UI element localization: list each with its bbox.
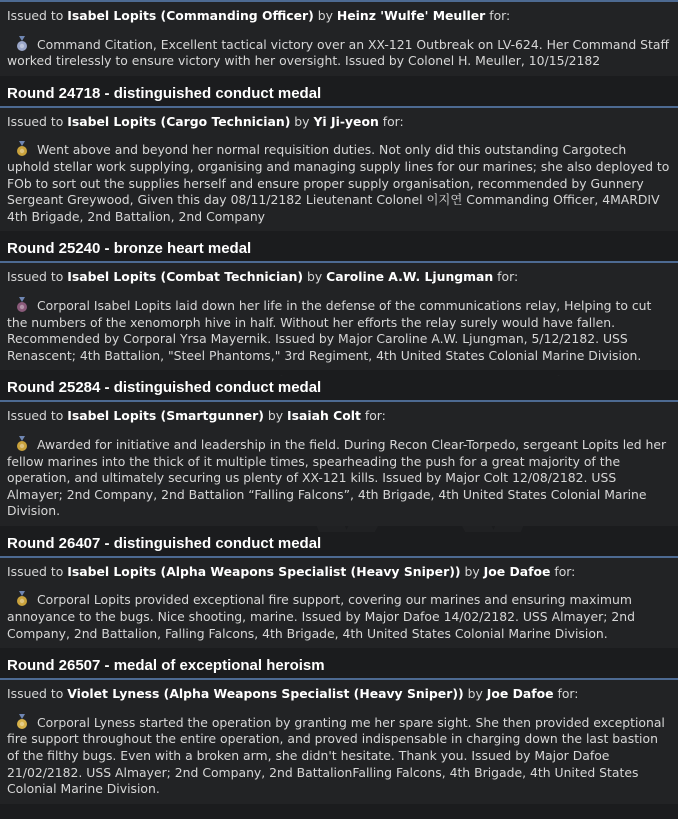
- issued-line: [7, 8, 671, 25]
- round-title: Round 26407 - distinguished conduct medal: [0, 532, 678, 556]
- citation-text: [7, 141, 671, 225]
- issuer-name: Yi Ji-yeon: [313, 113, 379, 129]
- citation-body: Corporal Lopits provided exceptional fire support, covering our marines and ensuring maximum annoyance to the bugs. Nice shooting, marine. Issued by Major Dafoe 14/02/2182. USS Almayer; 2nd Company, 2nd Battalion, Falling Falcons, 4th Brigade, 4th United States Colonial Marine Division.: [7, 592, 635, 641]
- citation-body: Awarded for initiative and leadership in the field. During Recon Clear-Torpedo, sergeant Lopits led her fellow marines into the thick of it multiple times, spearheading the push for a great majority of the operation, and ultimately securing us plenty of XX-121 kills. Issued by Major Colt 12/08/2182. USS Almayer; 2nd Company, 2nd Battalion “Falling Falcons”, 4th Brigade, 4th United States Colonial Marine Division.: [7, 436, 667, 519]
- command-citation-icon: [15, 36, 29, 52]
- citation-text: [7, 591, 671, 642]
- recipient-name: Isabel Lopits (Commanding Officer): [67, 8, 314, 23]
- medal-card: [0, 400, 678, 526]
- medal-entry: [0, 0, 678, 76]
- citation-text: [7, 297, 671, 364]
- heart-medal-icon: [15, 297, 29, 313]
- for-label: for:: [493, 269, 519, 285]
- round-title: Round 26507 - medal of exceptional heroism: [0, 654, 678, 678]
- recipient-name: Isabel Lopits (Alpha Weapons Specialist (Heavy Sniper)): [67, 563, 461, 579]
- citation-body: Corporal Lyness started the operation by granting me her spare sight. She then provided exceptional fire support throughout the entire operation, and proved indispensable in charging down the last bastion of the filthy bugs. Even with a broken arm, she didn't hesitate. Thank you. Issued by Major Dafoe 21/02/2182. USS Almayer; 2nd Company, 2nd BattalionFalling Falcons, 4th Brigade, 4th United States Colonial Marine Division.: [7, 714, 665, 797]
- round-title: Round 25284 - distinguished conduct medal: [0, 376, 678, 400]
- issued-to-label: Issued to: [7, 563, 68, 579]
- recipient-name: Isabel Lopits (Cargo Technician): [67, 113, 291, 129]
- issuer-name: Joe Dafoe: [486, 686, 554, 702]
- for-label: for:: [485, 8, 511, 23]
- round-title: Round 25240 - bronze heart medal: [0, 237, 678, 261]
- issued-line: [7, 269, 671, 286]
- citation-body: Command Citation, Excellent tactical victory over an XX-121 Outbreak on LV-624. Her Command Staff worked tirelessly to ensure victory with her oversight. Issued by Colonel H. Meuller, 10/15/2182: [7, 36, 670, 69]
- by-label: by: [463, 686, 487, 702]
- medal-card: [0, 556, 678, 648]
- by-label: by: [460, 563, 484, 579]
- medal-entry: [0, 376, 678, 526]
- issued-line: [7, 114, 671, 131]
- issued-to-label: Issued to: [7, 113, 68, 129]
- for-label: for:: [553, 686, 579, 702]
- issued-to-label: Issued to: [7, 686, 68, 702]
- conduct-medal-icon: [15, 436, 29, 452]
- issuer-name: Joe Dafoe: [483, 563, 551, 579]
- medal-card: [0, 106, 678, 232]
- medal-entry: [0, 532, 678, 648]
- citation-text: [7, 436, 671, 520]
- medal-entry: [0, 654, 678, 804]
- recipient-name: Isabel Lopits (Smartgunner): [67, 408, 264, 424]
- issued-to-label: Issued to: [7, 8, 68, 23]
- issued-to-label: Issued to: [7, 408, 68, 424]
- issuer-name: Caroline A.W. Ljungman: [326, 269, 494, 285]
- medal-card: [0, 261, 678, 370]
- recipient-name: Violet Lyness (Alpha Weapons Specialist (Heavy Sniper)): [67, 686, 464, 702]
- citation-text: [7, 714, 671, 798]
- issuer-name: Isaiah Colt: [287, 408, 361, 424]
- issued-line: [7, 408, 671, 425]
- conduct-medal-icon: [15, 141, 29, 157]
- medal-card: [0, 0, 678, 76]
- medal-entry: [0, 82, 678, 232]
- medal-entry: [0, 237, 678, 370]
- issued-line: [7, 564, 671, 581]
- heroism-medal-icon: [15, 714, 29, 730]
- issued-line: [7, 686, 671, 703]
- conduct-medal-icon: [15, 591, 29, 607]
- citation-body: Corporal Isabel Lopits laid down her life in the defense of the communications relay, Helping to cut the numbers of the xenomorph hive in half. Without her efforts the relay surely would have fallen. Recommended by Corporal Yrsa Mayernik. Issued by Major Caroline A.W. Ljungman, 5/12/2182. USS Renascent; 4th Battalion, "Steel Phantoms," 3rd Regiment, 4th United States Colonial Marine Division.: [7, 297, 652, 363]
- for-label: for:: [360, 408, 386, 424]
- by-label: by: [313, 8, 337, 23]
- by-label: by: [263, 408, 288, 424]
- issuer-name: Heinz 'Wulfe' Meuller: [336, 8, 486, 23]
- medal-card: [0, 678, 678, 804]
- by-label: by: [290, 113, 314, 129]
- round-title: Round 24718 - distinguished conduct medal: [0, 82, 678, 106]
- citation-body: Went above and beyond her normal requisition duties. Not only did this outstanding Cargotech uphold stellar work supplying, organising and managing supply lines for our marines; she also deployed to FOb to sort out the supplies herself and ensure proper supply organisation, recommended by Gunnery Sergeant Greywood, Given this day 08/11/2182 Lieutenant Colonel 이지연 Commanding Officer, 4MARDIV 4th Brigade, 2nd Battalion, 2nd Company: [7, 142, 670, 224]
- citation-text: [7, 36, 671, 70]
- by-label: by: [303, 269, 327, 285]
- issued-to-label: Issued to: [7, 269, 68, 285]
- for-label: for:: [550, 563, 576, 579]
- recipient-name: Isabel Lopits (Combat Technician): [67, 269, 304, 285]
- for-label: for:: [378, 113, 404, 129]
